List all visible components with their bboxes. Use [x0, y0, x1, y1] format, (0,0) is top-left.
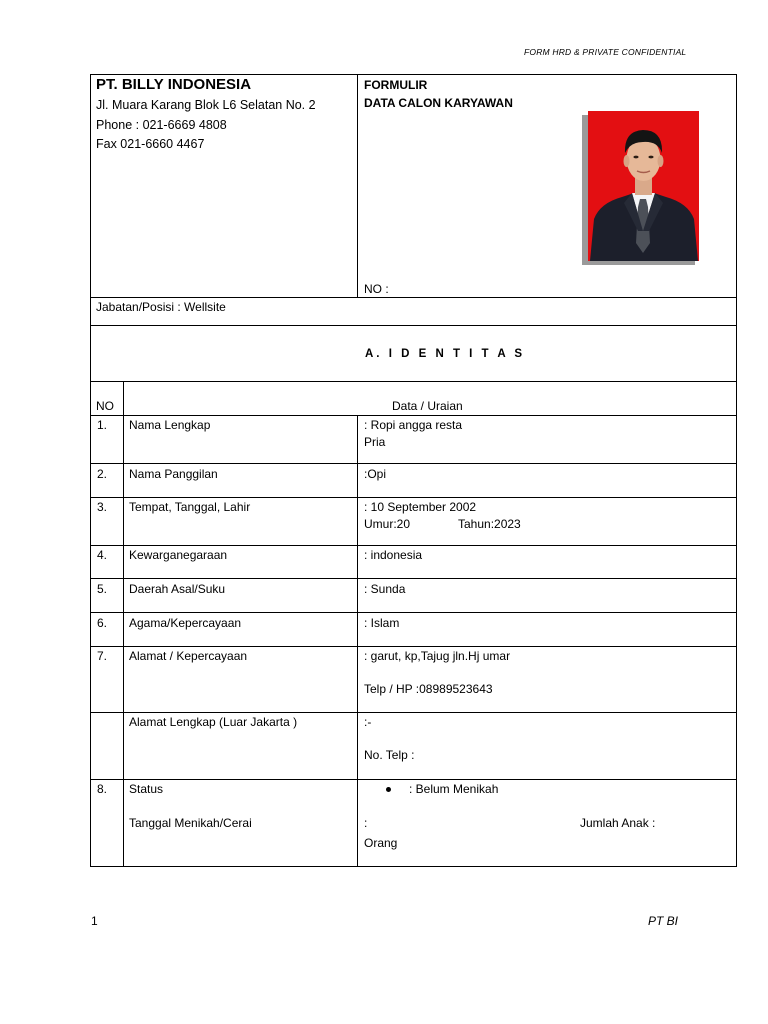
company-name: PT. BILLY INDONESIA [96, 76, 252, 93]
field-label-origin: Daerah Asal/Suku [129, 582, 226, 596]
row-line [90, 646, 737, 647]
field-value-citizenship: : indonesia [364, 548, 423, 562]
row-number: 8. [97, 782, 108, 796]
form-number-label: NO : [364, 282, 389, 296]
row-line [90, 325, 737, 326]
bullet-icon [386, 787, 391, 792]
row-line [90, 545, 737, 546]
row-number: 4. [97, 548, 108, 562]
row-number: 3. [97, 500, 108, 514]
row-line [90, 779, 737, 780]
field-value-status: : Belum Menikah [409, 782, 499, 796]
field-value-full-address: :- [364, 715, 372, 729]
form-title-line1: FORMULIR [364, 78, 428, 92]
table-top-border [90, 74, 737, 75]
company-fax: Fax 021-6660 4467 [96, 137, 205, 151]
row-number: 1. [97, 418, 108, 432]
form-title-line2: DATA CALON KARYAWAN [364, 96, 513, 110]
field-value-nickname: :Opi [364, 467, 387, 481]
row-line [90, 712, 737, 713]
field-label-nickname: Nama Panggilan [129, 467, 218, 481]
col-no-divider [123, 381, 124, 867]
field-value-phone: Telp / HP :08989523643 [364, 682, 493, 696]
footer-company-abbrev: PT BI [648, 914, 679, 928]
field-label-full-name: Nama Lengkap [129, 418, 211, 432]
column-header-data: Data / Uraian [392, 399, 463, 413]
row-line [90, 463, 737, 464]
company-address: Jl. Muara Karang Blok L6 Selatan No. 2 [96, 98, 316, 112]
field-label-religion: Agama/Kepercayaan [129, 616, 242, 630]
page-number: 1 [91, 914, 98, 928]
field-label-marriage-date: Tanggal Menikah/Cerai [129, 816, 252, 830]
field-label-children: Jumlah Anak : [580, 816, 656, 830]
position-line: Jabatan/Posisi : Wellsite [96, 300, 226, 314]
field-value-children-unit: Orang [364, 836, 398, 850]
field-value-age: Umur:20 [364, 517, 411, 531]
field-label-citizenship: Kewarganegaraan [129, 548, 228, 562]
field-label-status: Status [129, 782, 164, 796]
row-line [90, 381, 737, 382]
person-portrait-icon [588, 111, 699, 261]
row-number: 2. [97, 467, 108, 481]
header-divider [357, 74, 358, 297]
field-label-full-address: Alamat Lengkap (Luar Jakarta ) [129, 715, 298, 729]
row-line [90, 612, 737, 613]
field-label-address: Alamat / Kepercayaan [129, 649, 248, 663]
row-number: 6. [97, 616, 108, 630]
row-line [90, 297, 737, 298]
column-header-no: NO [96, 399, 114, 413]
company-phone: Phone : 021-6669 4808 [96, 118, 227, 132]
field-value-marriage-date: : [364, 816, 368, 830]
field-label-birth: Tempat, Tanggal, Lahir [129, 500, 251, 514]
field-value-year: Tahun:2023 [458, 517, 521, 531]
row-number: 5. [97, 582, 108, 596]
row-line [90, 497, 737, 498]
row-line [90, 415, 737, 416]
table-left-border [90, 74, 91, 867]
field-value-religion: : Islam [364, 616, 400, 630]
table-bottom-border [90, 866, 737, 867]
field-value-gender: Pria [364, 435, 386, 449]
confidential-note: FORM HRD & PRIVATE CONFIDENTIAL [524, 47, 687, 57]
applicant-photo [588, 111, 699, 261]
field-value-full-name: : Ropi angga resta [364, 418, 463, 432]
row-line [90, 578, 737, 579]
table-right-border [736, 74, 737, 867]
field-value-address: : garut, kp,Tajug jln.Hj umar [364, 649, 511, 663]
col-data-divider [357, 415, 358, 867]
field-value-phone-2: No. Telp : [364, 748, 415, 762]
row-number: 7. [97, 649, 108, 663]
section-title: A. I D E N T I T A S [365, 348, 526, 360]
field-value-origin: : Sunda [364, 582, 406, 596]
field-value-birth-date: : 10 September 2002 [364, 500, 477, 514]
